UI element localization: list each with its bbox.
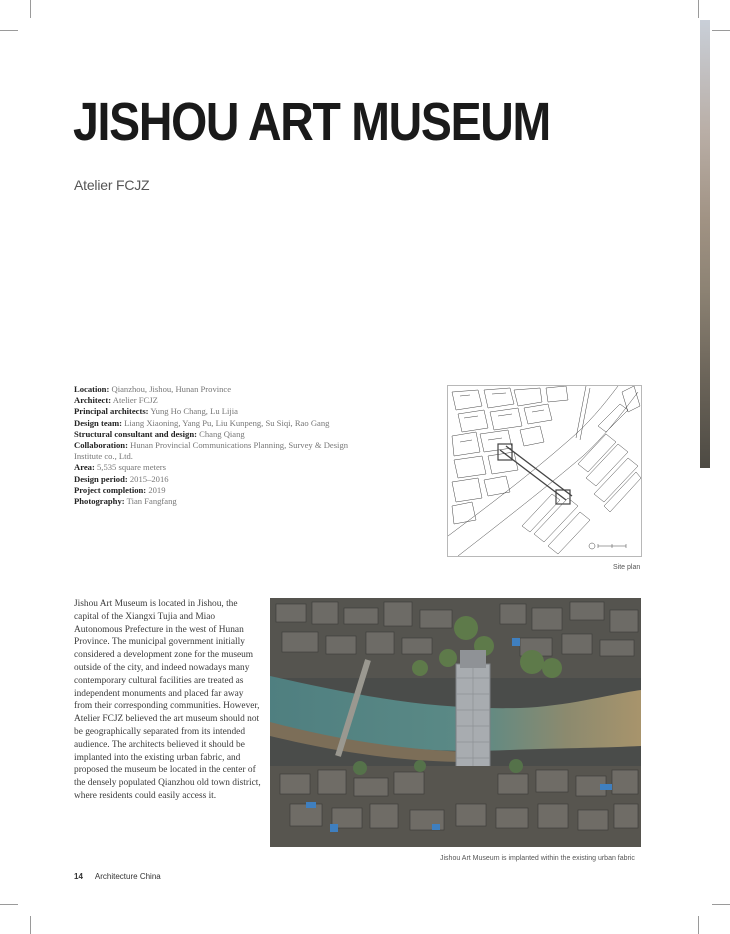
crop-mark [30, 916, 31, 934]
article-title: JISHOU ART MUSEUM [73, 92, 550, 152]
credit-row: Architect: Atelier FCJZ [74, 395, 158, 406]
page-footer [74, 872, 161, 881]
aerial-photo-illustration [270, 598, 641, 847]
crop-mark [30, 0, 31, 18]
crop-mark [712, 30, 730, 31]
aerial-photo [270, 598, 641, 847]
credit-row: Collaboration: Hunan Provincial Communications Planning, Survey & Design Institute co., Ltd. [74, 440, 349, 462]
facing-page-photo-edge [700, 20, 710, 468]
credit-row: Design team: Liang Xiaoning, Yang Pu, Liu Kunpeng, Su Siqi, Rao Gang [74, 417, 330, 428]
crop-mark [698, 916, 699, 934]
article-author: Atelier FCJZ [74, 177, 150, 193]
crop-mark [0, 30, 18, 31]
project-credits [74, 384, 374, 507]
page-number: 14 [74, 872, 83, 881]
crop-mark [698, 0, 699, 18]
credit-row: Photography: Tian Fangfang [74, 496, 177, 507]
publication-name: Architecture China [94, 872, 161, 881]
article-body: Jishou Art Museum is located in Jishou, the capital of the Xiangxi Tujia and Miao Autonomous Prefecture in the west of Hunan Province. The municipal government initially considered a development zone for the museum outside of the city, and indeed nowadays many contemporary cultural facilities are treated as independent monuments and placed far away from their corresponding communities. However, Atelier FCJZ believed the art museum should not be geographically separated from its intended audience. The architects believed it should be implanted into the existing urban fabric, and proposed the museum be located in the center of the densely populated Qianzhou old town district, where residents could easily access it. [74, 599, 261, 801]
credit-row: Structural consultant and design: Chang Qiang [74, 428, 245, 439]
credit-row: Principal architects: Yung Ho Chang, Lu Lijia [74, 406, 238, 417]
site-plan-linework [448, 386, 641, 556]
credit-row: Project completion: 2019 [74, 484, 166, 495]
aerial-photo-caption: Jishou Art Museum is implanted within the existing urban fabric [440, 855, 635, 862]
site-plan-caption: Site plan [613, 564, 641, 571]
crop-mark [712, 904, 730, 905]
crop-mark [0, 904, 18, 905]
credit-row: Area: 5,535 square meters [74, 462, 166, 473]
credit-row: Location: Qianzhou, Jishou, Hunan Province [74, 384, 232, 394]
credit-row: Design period: 2015–2016 [74, 473, 169, 484]
site-plan-drawing [447, 385, 642, 557]
